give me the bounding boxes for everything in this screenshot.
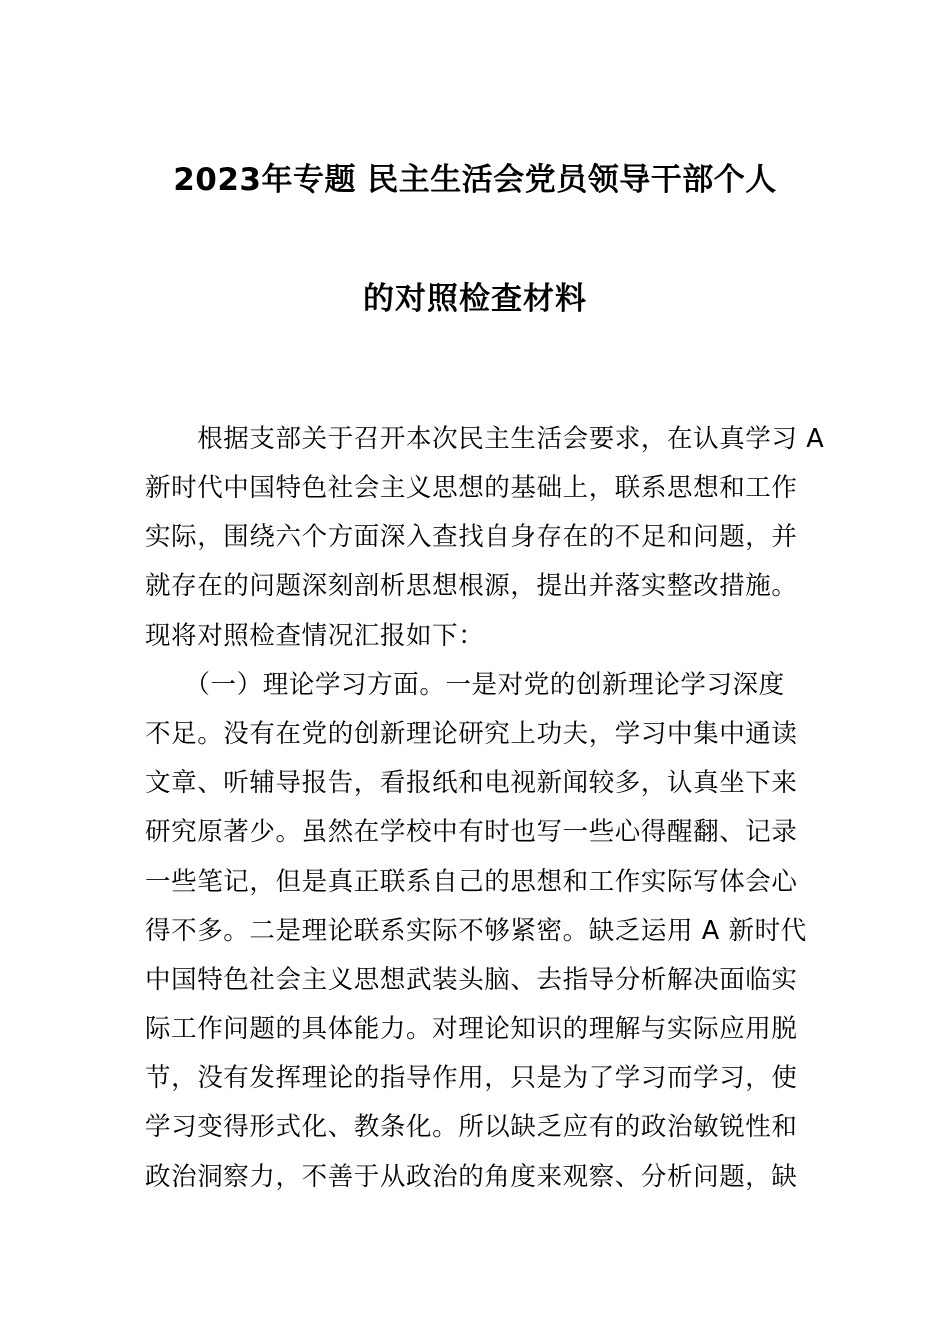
body-text-line: 得不多。二是理论联系实际不够紧密。缺乏运用 A 新时代 bbox=[145, 916, 807, 946]
body-text-line: 际工作问题的具体能力。对理论知识的理解与实际应用脱 bbox=[145, 1014, 798, 1044]
document-title-line-1: 2023年专题 民主生活会党员领导干部个人 bbox=[173, 162, 777, 198]
body-text-line: 新时代中国特色社会主义思想的基础上，联系思想和工作 bbox=[145, 473, 798, 503]
body-text-line: 根据支部关于召开本次民主生活会要求，在认真学习 A bbox=[145, 424, 825, 454]
body-text-line: 节，没有发挥理论的指导作用，只是为了学习而学习，使 bbox=[145, 1063, 798, 1093]
body-text-line: 学习变得形式化、教条化。所以缺乏应有的政治敏锐性和 bbox=[145, 1112, 798, 1142]
body-text-line: 政治洞察力，不善于从政治的角度来观察、分析问题，缺 bbox=[145, 1162, 798, 1192]
body-text-line: 不足。没有在党的创新理论研究上功夫，学习中集中通读 bbox=[145, 719, 798, 749]
body-text-line: 现将对照检查情况汇报如下： bbox=[145, 621, 485, 651]
body-text-line: （一）理论学习方面。一是对党的创新理论学习深度 bbox=[145, 670, 785, 700]
document-title-line-2: 的对照检查材料 bbox=[363, 281, 587, 317]
body-text-line: 研究原著少。虽然在学校中有时也写一些心得醒翻、记录 bbox=[145, 817, 798, 847]
body-text-line: 一些笔记，但是真正联系自己的思想和工作实际写体会心 bbox=[145, 867, 798, 897]
body-text-line: 实际，围绕六个方面深入查找自身存在的不足和问题，并 bbox=[145, 522, 798, 552]
body-text-line: 中国特色社会主义思想武装头脑、去指导分析解决面临实 bbox=[145, 965, 798, 995]
body-text-line: 文章、听辅导报告，看报纸和电视新闻较多，认真坐下来 bbox=[145, 768, 798, 798]
body-text-line: 就存在的问题深刻剖析思想根源，提出并落实整改措施。 bbox=[145, 571, 798, 601]
